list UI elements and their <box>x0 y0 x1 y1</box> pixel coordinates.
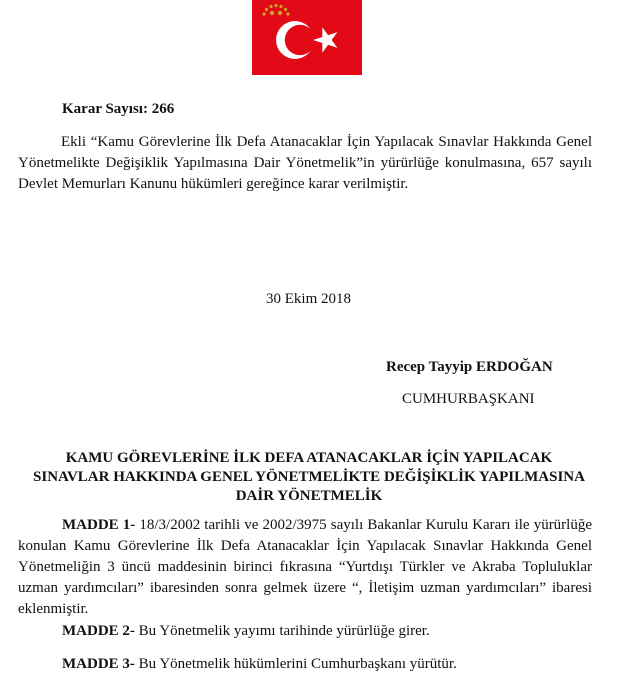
article-text: 18/3/2002 tarihli ve 2002/3975 sayılı Bakanlar Kurulu Kararı ile yürürlüğe konulan Kamu Görevlerine İlk Defa Atanacaklar İçin Yapılacak Sınavlar Hakkında Genel Yönetmeliğin 3 üncü maddesinin birinci fıkrasına “Yurtdışı Türkler ve Akraba Topluluklar uzman yardımcıları” ibaresinden sonra gelmek üzere “, İletişim uzman yardımcıları” ibaresi eklenmiştir. <box>18 517 593 617</box>
regulation-title-line: DAİR YÖNETMELİK <box>235 488 383 504</box>
presidential-flag-emblem <box>252 0 362 75</box>
article-label: MADDE 3- <box>62 656 135 672</box>
decree-intro-paragraph: Ekli “Kamu Görevlerine İlk Defa Atanacaklar İçin Yapılacak Sınavlar Hakkında Genel Yönetmelikte Değişiklik Yapılmasına Dair Yönetmelik”in yürürlüğe konulmasına, 657 sayılı Devlet Memurları Kanunu hükümleri gereğince karar verilmiştir. <box>18 134 592 192</box>
decree-date: 30 Ekim 2018 <box>266 291 351 307</box>
article-label: MADDE 2- <box>62 623 135 639</box>
signer-title: CUMHURBAŞKANI <box>402 391 535 407</box>
regulation-title-line: KAMU GÖREVLERİNE İLK DEFA ATANACAKLAR İÇİN YAPILACAK <box>65 450 553 466</box>
article-3 <box>18 654 592 675</box>
article-2 <box>18 621 592 642</box>
article-label: MADDE 1- <box>62 517 136 533</box>
signer-last-name: ERDOĞAN <box>476 359 553 375</box>
signer-first-name: Recep Tayyip <box>386 359 477 375</box>
decree-number: Karar Sayısı: 266 <box>62 101 175 117</box>
regulation-title-line: SINAVLAR HAKKINDA GENEL YÖNETMELİKTE DEĞİŞİKLİK YAPILMASINA <box>33 469 585 485</box>
article-text: Bu Yönetmelik yayımı tarihinde yürürlüğe girer. <box>134 623 430 639</box>
regulation-title <box>18 449 600 506</box>
signer-name <box>386 357 553 378</box>
article-text: Bu Yönetmelik hükümlerini Cumhurbaşkanı yürütür. <box>134 656 457 672</box>
article-1 <box>18 515 592 620</box>
